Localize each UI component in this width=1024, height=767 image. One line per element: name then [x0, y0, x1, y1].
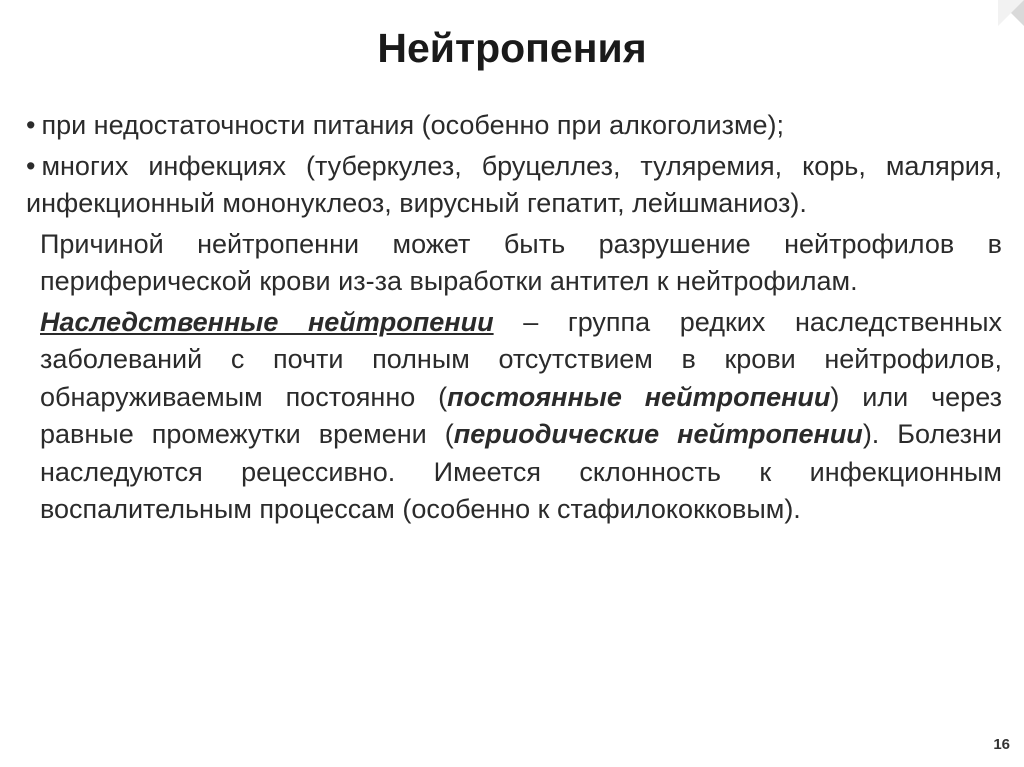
hereditary-text-3: ). Болезни наследуются рецессивно. Имеется склонность к инфекционным воспалительным процессам (особенно к стафилококковым).	[40, 419, 1002, 524]
bullet-infections: • многих инфекциях (туберкулез, бруцеллез, туляремия, корь, малярия, инфекционный мононуклеоз, вирусный гепатит, лейшманиоз).	[26, 148, 1002, 223]
slide-number: 16	[993, 736, 1010, 753]
hereditary-text-2: ) или через равные промежутки времени (	[40, 381, 1002, 449]
hereditary-text-1: – группа редких наследственных заболеваний с почти полным отсутствием в крови нейтрофилов, обнаруживаемым постоянно (	[40, 306, 1002, 412]
slide-title: Нейтропения	[377, 25, 647, 71]
term-permanent-neutropenia: постоянные нейтропении	[447, 381, 831, 412]
paragraph-hereditary	[26, 304, 1002, 529]
bullet-nutrition: • при недостаточности питания (особенно при алкоголизме);	[26, 107, 1002, 145]
term-hereditary-neutropenia: Наследственные нейтропении	[40, 306, 494, 337]
page-corner-fold	[998, 0, 1024, 26]
slide-content	[26, 107, 1002, 532]
term-periodic-neutropenia: периодические нейтропении	[453, 419, 863, 449]
paragraph-cause: Причиной нейтропенни может быть разрушение нейтрофилов в периферической крови из-за выработки антител к нейтрофилам.	[40, 228, 1002, 296]
